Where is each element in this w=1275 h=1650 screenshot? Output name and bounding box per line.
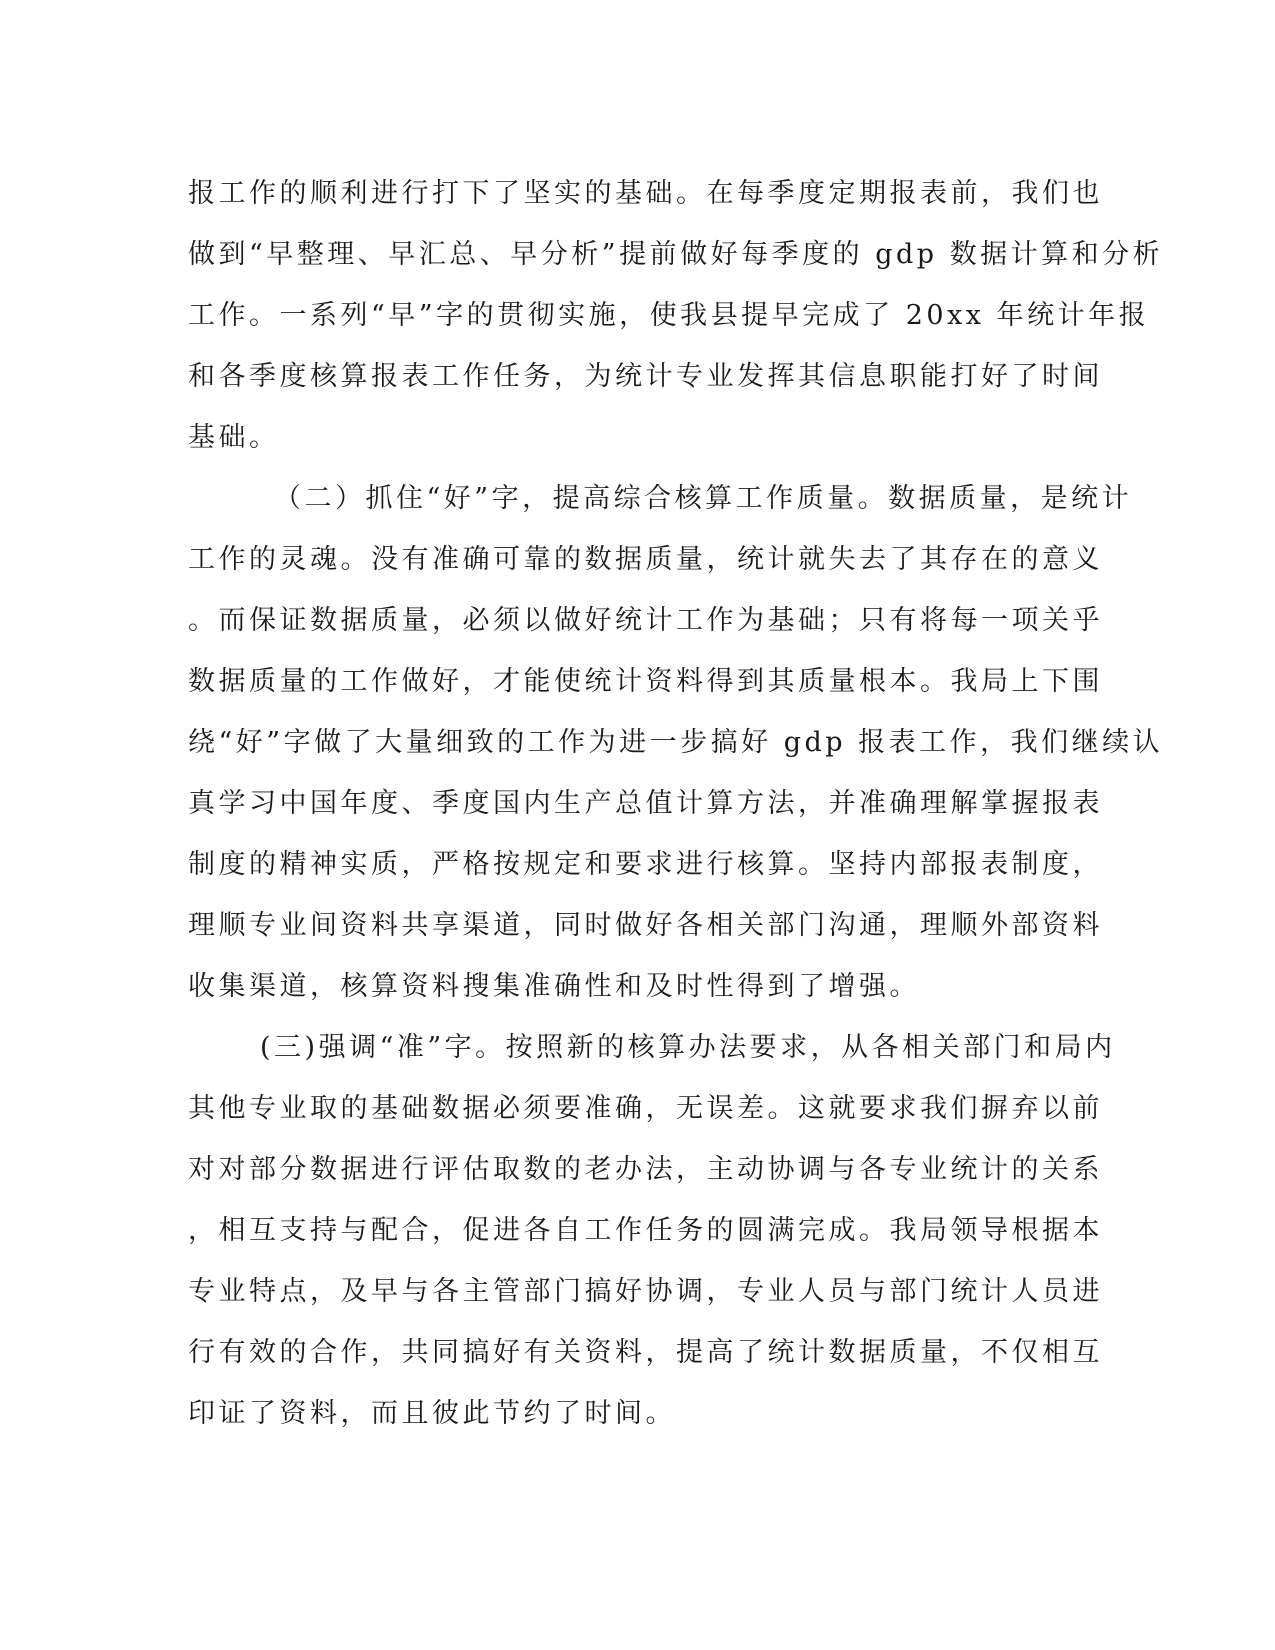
text-line: 数据质量的工作做好，才能使统计资料得到其质量根本。我局上下围 xyxy=(188,666,1103,697)
text-line: 行有效的合作，共同搞好有关资料，提高了统计数据质量，不仅相互 xyxy=(188,1337,1103,1368)
text-line: 基础。 xyxy=(188,422,280,453)
text-line: 其他专业取的基础数据必须要准确，无误差。这就要求我们摒弃以前 xyxy=(188,1093,1103,1124)
section-heading-line: (三)强调“准”字。按照新的核算办法要求，从各相关部门和局内 xyxy=(260,1032,1116,1063)
text-line: ，相互支持与配合，促进各自工作任务的圆满完成。我局领导根据本 xyxy=(188,1215,1103,1246)
text-line: 绕“好”字做了大量细致的工作为进一步搞好 gdp 报表工作，我们继续认 xyxy=(188,727,1164,758)
text-line: 做到“早整理、早汇总、早分析”提前做好每季度的 gdp 数据计算和分析 xyxy=(188,239,1164,270)
text-line: 报工作的顺利进行打下了坚实的基础。在每季度定期报表前，我们也 xyxy=(188,178,1103,209)
text-line: 工作的灵魂。没有准确可靠的数据质量，统计就失去了其存在的意义 xyxy=(188,544,1103,575)
text-line: 制度的精神实质，严格按规定和要求进行核算。坚持内部报表制度， xyxy=(188,849,1103,880)
text-line: 真学习中国年度、季度国内生产总值计算方法，并准确理解掌握报表 xyxy=(188,788,1103,819)
text-line: 理顺专业间资料共享渠道，同时做好各相关部门沟通，理顺外部资料 xyxy=(188,910,1103,941)
text-line: 和各季度核算报表工作任务，为统计专业发挥其信息职能打好了时间 xyxy=(188,361,1103,392)
text-line: 印证了资料，而且彼此节约了时间。 xyxy=(188,1398,676,1429)
text-line: 。而保证数据质量，必须以做好统计工作为基础；只有将每一项关乎 xyxy=(188,605,1103,636)
text-line: 收集渠道，核算资料搜集准确性和及时性得到了增强。 xyxy=(188,971,920,1002)
text-line: 工作。一系列“早”字的贯彻实施，使我县提早完成了 20xx 年统计年报 xyxy=(188,300,1150,331)
section-heading-line: （二）抓住“好”字，提高综合核算工作质量。数据质量，是统计 xyxy=(274,483,1133,514)
text-line: 对对部分数据进行评估取数的老办法，主动协调与各专业统计的关系 xyxy=(188,1154,1103,1185)
document-body xyxy=(188,163,1164,1444)
text-line: 专业特点，及早与各主管部门搞好协调，专业人员与部门统计人员进 xyxy=(188,1276,1103,1307)
